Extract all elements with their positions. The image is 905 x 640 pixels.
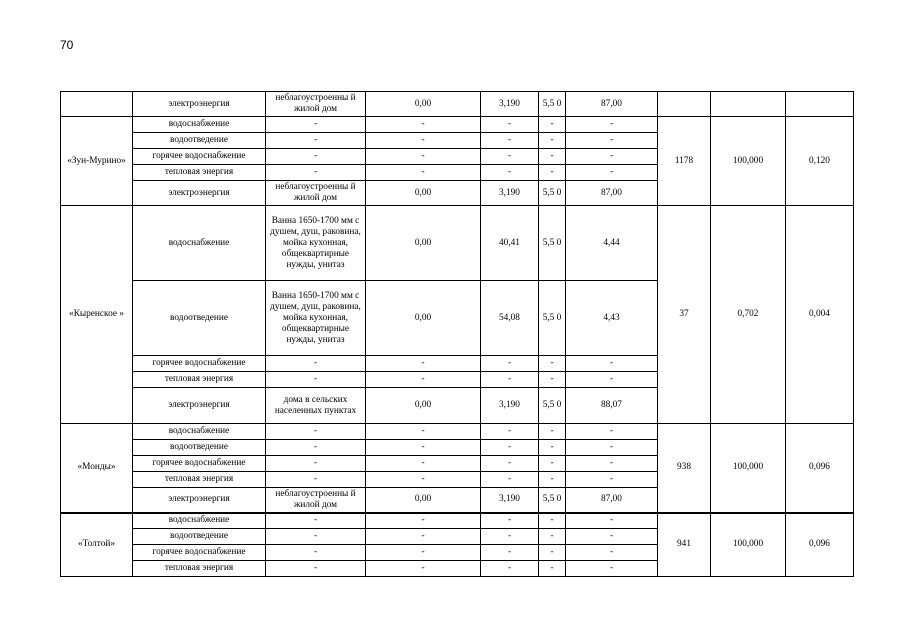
service-cell: тепловая энергия <box>133 561 266 577</box>
value-cell-4: 4,43 <box>566 281 658 356</box>
value-cell-2: 3,190 <box>481 488 539 513</box>
value-cell-3: 5,5 0 <box>539 92 566 117</box>
value-cell-1: - <box>366 545 481 561</box>
location-cell: «Зун-Мурино» <box>61 117 133 206</box>
tariff-table <box>60 91 854 577</box>
service-cell: тепловая энергия <box>133 165 266 181</box>
value-cell-4: - <box>566 513 658 529</box>
location-cell: «Кыренское » <box>61 206 133 424</box>
value-cell-1: - <box>366 513 481 529</box>
housing-type-cell: - <box>266 529 366 545</box>
value-cell-3: 5,5 0 <box>539 181 566 206</box>
tariff-table-body <box>61 92 854 577</box>
value-cell-4: - <box>566 372 658 388</box>
percent-cell: 0,702 <box>711 206 786 424</box>
result-cell <box>786 92 854 117</box>
service-cell: электроэнергия <box>133 388 266 424</box>
housing-type-cell: неблагоустроенны й жилой дом <box>266 181 366 206</box>
value-cell-3: - <box>539 133 566 149</box>
service-cell: водоснабжение <box>133 206 266 281</box>
value-cell-1: - <box>366 472 481 488</box>
table-row <box>61 117 854 133</box>
value-cell-1: - <box>366 529 481 545</box>
location-cell: «Толтой» <box>61 513 133 577</box>
housing-type-cell: - <box>266 513 366 529</box>
value-cell-2: - <box>481 133 539 149</box>
value-cell-3: - <box>539 424 566 440</box>
housing-type-cell: - <box>266 472 366 488</box>
table-row <box>61 92 854 117</box>
value-cell-4: - <box>566 149 658 165</box>
value-cell-2: - <box>481 561 539 577</box>
value-cell-2: - <box>481 513 539 529</box>
service-cell: горячее водоснабжение <box>133 356 266 372</box>
value-cell-4: - <box>566 117 658 133</box>
service-cell: горячее водоснабжение <box>133 545 266 561</box>
value-cell-4: 87,00 <box>566 488 658 513</box>
value-cell-1: 0,00 <box>366 206 481 281</box>
value-cell-2: 40,41 <box>481 206 539 281</box>
housing-type-cell: - <box>266 356 366 372</box>
housing-type-cell: - <box>266 372 366 388</box>
service-cell: водоснабжение <box>133 117 266 133</box>
population-cell: 938 <box>658 424 711 513</box>
service-cell: водоснабжение <box>133 513 266 529</box>
page-number: 70 <box>60 38 74 52</box>
value-cell-2: 54,08 <box>481 281 539 356</box>
value-cell-1: 0,00 <box>366 92 481 117</box>
value-cell-1: - <box>366 356 481 372</box>
value-cell-3: 5,5 0 <box>539 206 566 281</box>
value-cell-4: 88,07 <box>566 388 658 424</box>
service-cell: водоотведение <box>133 133 266 149</box>
value-cell-1: - <box>366 561 481 577</box>
value-cell-1: - <box>366 133 481 149</box>
value-cell-3: - <box>539 440 566 456</box>
location-cell <box>61 92 133 117</box>
value-cell-3: - <box>539 472 566 488</box>
table-row <box>61 206 854 281</box>
service-cell: электроэнергия <box>133 181 266 206</box>
value-cell-3: 5,5 0 <box>539 488 566 513</box>
result-cell: 0,120 <box>786 117 854 206</box>
value-cell-2: - <box>481 372 539 388</box>
value-cell-1: - <box>366 424 481 440</box>
housing-type-cell: Ванна 1650-1700 мм с душем, душ, раковина, мойка кухонная, общеквартирные нужды, унитаз <box>266 206 366 281</box>
value-cell-2: - <box>481 545 539 561</box>
value-cell-2: - <box>481 529 539 545</box>
value-cell-2: - <box>481 165 539 181</box>
value-cell-2: 3,190 <box>481 181 539 206</box>
service-cell: горячее водоснабжение <box>133 456 266 472</box>
population-cell <box>658 92 711 117</box>
housing-type-cell: - <box>266 133 366 149</box>
value-cell-4: - <box>566 456 658 472</box>
service-cell: водоснабжение <box>133 424 266 440</box>
housing-type-cell: - <box>266 545 366 561</box>
population-cell: 1178 <box>658 117 711 206</box>
housing-type-cell: - <box>266 424 366 440</box>
result-cell: 0,096 <box>786 513 854 577</box>
service-cell: водоотведение <box>133 281 266 356</box>
value-cell-1: 0,00 <box>366 488 481 513</box>
service-cell: водоотведение <box>133 440 266 456</box>
percent-cell: 100,000 <box>711 513 786 577</box>
value-cell-4: - <box>566 472 658 488</box>
population-cell: 941 <box>658 513 711 577</box>
value-cell-4: - <box>566 165 658 181</box>
value-cell-4: - <box>566 561 658 577</box>
value-cell-1: - <box>366 372 481 388</box>
value-cell-1: 0,00 <box>366 281 481 356</box>
service-cell: горячее водоснабжение <box>133 149 266 165</box>
value-cell-4: - <box>566 424 658 440</box>
service-cell: электроэнергия <box>133 92 266 117</box>
table-row <box>61 424 854 440</box>
value-cell-3: - <box>539 165 566 181</box>
housing-type-cell: дома в сельских населенных пунктах <box>266 388 366 424</box>
value-cell-4: 87,00 <box>566 181 658 206</box>
location-cell: «Монды» <box>61 424 133 513</box>
value-cell-2: - <box>481 149 539 165</box>
value-cell-3: - <box>539 117 566 133</box>
value-cell-1: - <box>366 440 481 456</box>
value-cell-4: 87,00 <box>566 92 658 117</box>
value-cell-4: - <box>566 545 658 561</box>
table-row <box>61 513 854 529</box>
result-cell: 0,096 <box>786 424 854 513</box>
value-cell-1: - <box>366 149 481 165</box>
housing-type-cell: - <box>266 440 366 456</box>
value-cell-3: - <box>539 513 566 529</box>
value-cell-2: 3,190 <box>481 92 539 117</box>
value-cell-2: - <box>481 356 539 372</box>
service-cell: тепловая энергия <box>133 472 266 488</box>
value-cell-3: 5,5 0 <box>539 388 566 424</box>
housing-type-cell: Ванна 1650-1700 мм с душем, душ, раковина, мойка кухонная, общеквартирные нужды, унитаз <box>266 281 366 356</box>
value-cell-4: - <box>566 529 658 545</box>
value-cell-4: - <box>566 440 658 456</box>
value-cell-2: - <box>481 440 539 456</box>
housing-type-cell: неблагоустроенны й жилой дом <box>266 92 366 117</box>
housing-type-cell: - <box>266 117 366 133</box>
value-cell-2: - <box>481 117 539 133</box>
housing-type-cell: - <box>266 561 366 577</box>
value-cell-3: 5,5 0 <box>539 281 566 356</box>
value-cell-1: 0,00 <box>366 388 481 424</box>
value-cell-3: - <box>539 545 566 561</box>
value-cell-3: - <box>539 456 566 472</box>
housing-type-cell: - <box>266 456 366 472</box>
value-cell-3: - <box>539 529 566 545</box>
service-cell: электроэнергия <box>133 488 266 513</box>
value-cell-4: - <box>566 356 658 372</box>
result-cell: 0,004 <box>786 206 854 424</box>
value-cell-1: - <box>366 117 481 133</box>
percent-cell <box>711 92 786 117</box>
value-cell-4: - <box>566 133 658 149</box>
housing-type-cell: неблагоустроенны й жилой дом <box>266 488 366 513</box>
service-cell: водоотведение <box>133 529 266 545</box>
value-cell-1: 0,00 <box>366 181 481 206</box>
percent-cell: 100,000 <box>711 117 786 206</box>
percent-cell: 100,000 <box>711 424 786 513</box>
population-cell: 37 <box>658 206 711 424</box>
service-cell: тепловая энергия <box>133 372 266 388</box>
value-cell-1: - <box>366 456 481 472</box>
value-cell-3: - <box>539 149 566 165</box>
value-cell-2: 3,190 <box>481 388 539 424</box>
value-cell-3: - <box>539 561 566 577</box>
value-cell-1: - <box>366 165 481 181</box>
value-cell-4: 4,44 <box>566 206 658 281</box>
housing-type-cell: - <box>266 165 366 181</box>
housing-type-cell: - <box>266 149 366 165</box>
value-cell-2: - <box>481 424 539 440</box>
value-cell-2: - <box>481 456 539 472</box>
value-cell-3: - <box>539 356 566 372</box>
value-cell-2: - <box>481 472 539 488</box>
value-cell-3: - <box>539 372 566 388</box>
